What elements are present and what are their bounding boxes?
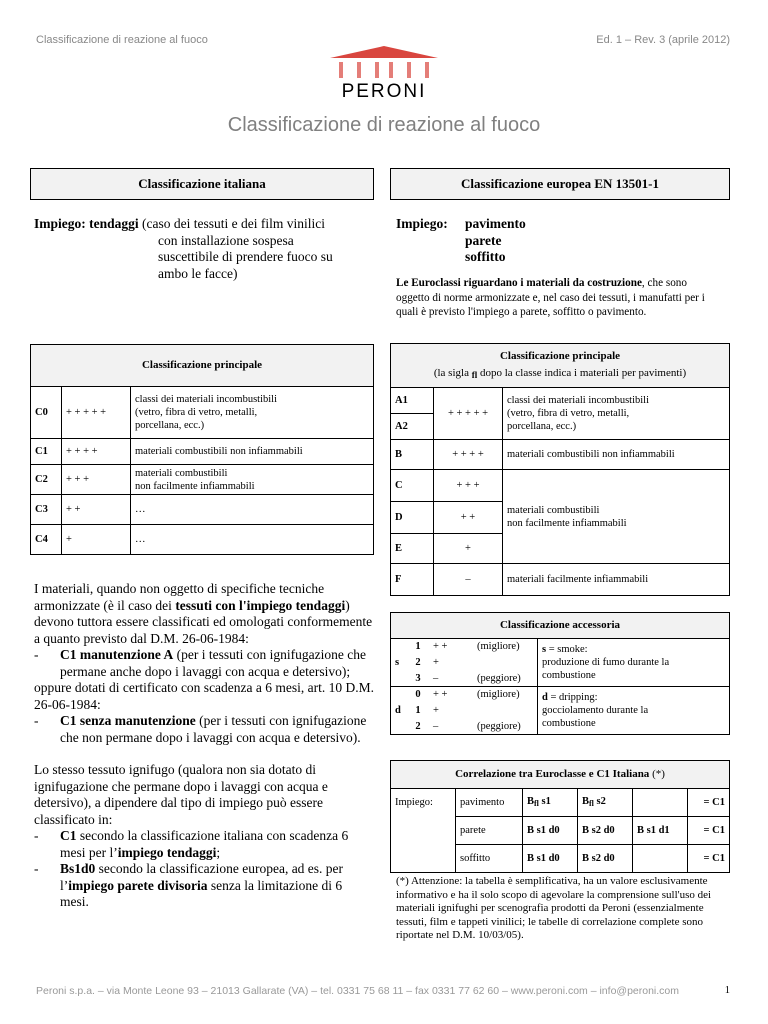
signs-f: – <box>434 564 503 596</box>
s-description: s = smoke: produzione di fumo durante la combustione <box>538 639 730 687</box>
euroclassi-text: Le Euroclassi riguardano i materiali da costruzione, che sono oggetto di norme armonizzate e, nel caso dei tessuti, i manufatti per i quali è previsto l'impiego a parete, soffitto o pavimento. <box>396 277 705 318</box>
signs-c4: + <box>62 525 131 555</box>
list-1 <box>34 647 374 680</box>
accessory-table-header: Classificazione accessoria <box>391 613 730 639</box>
logo-text: PERONI <box>341 81 427 102</box>
class-d: D <box>391 502 434 534</box>
class-e: E <box>391 534 434 564</box>
signs-c1: + + + + <box>62 439 131 465</box>
accessory-table: Classificazione accessoria s 1 + + (migliore) s = smoke: produzione di fumo durante la combustione 2 + 3 – (peggiore) d 0 + + (migliore) d = dripping: gocciolamento durante la combustione 1 + 2 – (peggiore) <box>390 612 730 735</box>
impiego-text-1: (caso dei tessuti e dei film vinilici <box>138 216 325 231</box>
desc-c0: classi dei materiali incombustibili (vetro, fibra di vetro, metalli, porcellana, ecc.) <box>131 387 374 439</box>
impiego-label: Impiego: <box>391 789 456 817</box>
correlation-table: Correlazione tra Euroclasse e C1 Italiana (*) Impiego: pavimento Bfl s1 Bfl s2 = C1 parete B s1 d0 B s2 d0 B s1 d1 = C1 soffitto B s1 d0 B s2 d0 = C1 <box>390 760 730 873</box>
european-classification-box: Classificazione europea EN 13501-1 <box>390 168 730 200</box>
paragraph-3: Lo stesso tessuto ignifugo (qualora non sia dotato di ignifugazione che permane dopo i lavaggi con acqua e detersivo), a dipendere dal tipo di impiego può essere classificato in: <box>34 762 328 827</box>
correlation-note: (*) Attenzione: la tabella è semplificativa, ha un valore esclusivamente informativo e ha il solo scopo di agevolare la comprensione sull'uso dei materiali ignifughi per scenografia prodotti da Peroni (essenzialmente tessuti, film e tappeti vinilici; le tabelle di correlazione complete sono riportate nel D.M. 10/03/05). <box>396 875 712 941</box>
desc-c1: materiali combustibili non infiammabili <box>131 439 374 465</box>
italian-main-table <box>30 344 374 555</box>
class-c1: C1 <box>31 439 62 465</box>
class-c: C <box>391 470 434 502</box>
italian-impiego <box>34 216 374 282</box>
signs-c3: + + <box>62 495 131 525</box>
signs-a: + + + + + <box>434 388 503 440</box>
european-main-table <box>390 343 730 596</box>
signs-c2: + + + <box>62 465 131 495</box>
impiego-text-4: ambo le facce) <box>158 265 238 281</box>
d-description: d = dripping: gocciolamento durante la combustione <box>538 687 730 735</box>
european-table-header: Classificazione principale (la sigla fl dopo la classe indica i materiali per pavimenti) <box>391 344 730 388</box>
desc-c2: materiali combustibili non facilmente infiammabili <box>131 465 374 495</box>
paragraph-1: I materiali, quando non oggetto di specifiche tecniche armonizzate (è il caso dei tessuti con l'impiego tendaggi) devono tuttora essere classificati ed omologati conformemente a quanto previsto dal D.M. 26-06-1984: <box>34 581 373 646</box>
page-number: 1 <box>724 985 730 996</box>
list-3 <box>34 828 374 911</box>
paragraph-2: oppure dotati di certificato con scadenza a 6 mesi, art. 10 D.M. 26-06-1984: <box>34 680 375 712</box>
class-c3: C3 <box>31 495 62 525</box>
header-left: Classificazione di reazione al fuoco <box>36 34 208 46</box>
peroni-logo <box>328 44 440 104</box>
desc-a: classi dei materiali incombustibili (vetro, fibra di vetro, metalli, porcellana, ecc.) <box>503 388 730 440</box>
page-title: Classificazione di reazione al fuoco <box>227 114 541 136</box>
signs-b: + + + + <box>434 440 503 470</box>
desc-b: materiali combustibili non infiammabili <box>503 440 730 470</box>
class-a2: A2 <box>391 414 434 440</box>
desc-f: materiali facilmente infiammabili <box>503 564 730 596</box>
signs-d: + + <box>434 502 503 534</box>
impiego-text-3: suscettibile di prendere fuoco su <box>158 249 333 264</box>
italian-body-text <box>34 581 374 911</box>
impiego-text-2: con installazione sospesa <box>158 232 294 248</box>
class-c4: C4 <box>31 525 62 555</box>
class-c0: C0 <box>31 387 62 439</box>
class-c2: C2 <box>31 465 62 495</box>
italian-classification-box: Classificazione italiana <box>30 168 374 200</box>
list-item: - C1 manutenzione A (per i tessuti con ignifugazione che permane anche dopo i lavaggi con acqua e detersivo); <box>34 647 374 680</box>
correlation-table-header: Correlazione tra Euroclasse e C1 Italiana (*) <box>391 761 730 789</box>
list-item: - C1 senza manutenzione (per i tessuti con ignifugazione che non permane dopo i lavaggi con acqua e detersivo). <box>34 713 374 746</box>
list-item: - C1 secondo la classificazione italiana con scadenza 6 mesi per l’impiego tendaggi; <box>34 828 374 861</box>
signs-e: + <box>434 534 503 564</box>
signs-c0: + + + + + <box>62 387 131 439</box>
desc-c3: … <box>131 495 374 525</box>
desc-cde: materiali combustibili non facilmente infiammabili <box>503 470 730 564</box>
class-b: B <box>391 440 434 470</box>
italian-table-header: Classificazione principale <box>31 345 374 387</box>
class-a1: A1 <box>391 388 434 414</box>
header-right: Ed. 1 – Rev. 3 (aprile 2012) <box>596 34 730 46</box>
list-2 <box>34 713 374 746</box>
d-label: d <box>391 687 408 735</box>
logo-roof-icon <box>328 44 440 86</box>
european-impiego: Impiego: pavimento parete soffitto <box>396 216 526 264</box>
signs-c: + + + <box>434 470 503 502</box>
list-item: - Bs1d0 secondo la classificazione europea, ad es. per l’impiego parete divisoria senza la limitazione di 6 mesi. <box>34 861 374 911</box>
s-label: s <box>391 639 408 687</box>
class-f: F <box>391 564 434 596</box>
impiego-label: Impiego: tendaggi <box>34 216 139 231</box>
desc-c4: … <box>131 525 374 555</box>
footer-text: Peroni s.p.a. – via Monte Leone 93 – 21013 Gallarate (VA) – tel. 0331 75 68 11 – fax 0331 77 62 60 – www.peroni.com – info@peroni.com <box>36 985 680 997</box>
